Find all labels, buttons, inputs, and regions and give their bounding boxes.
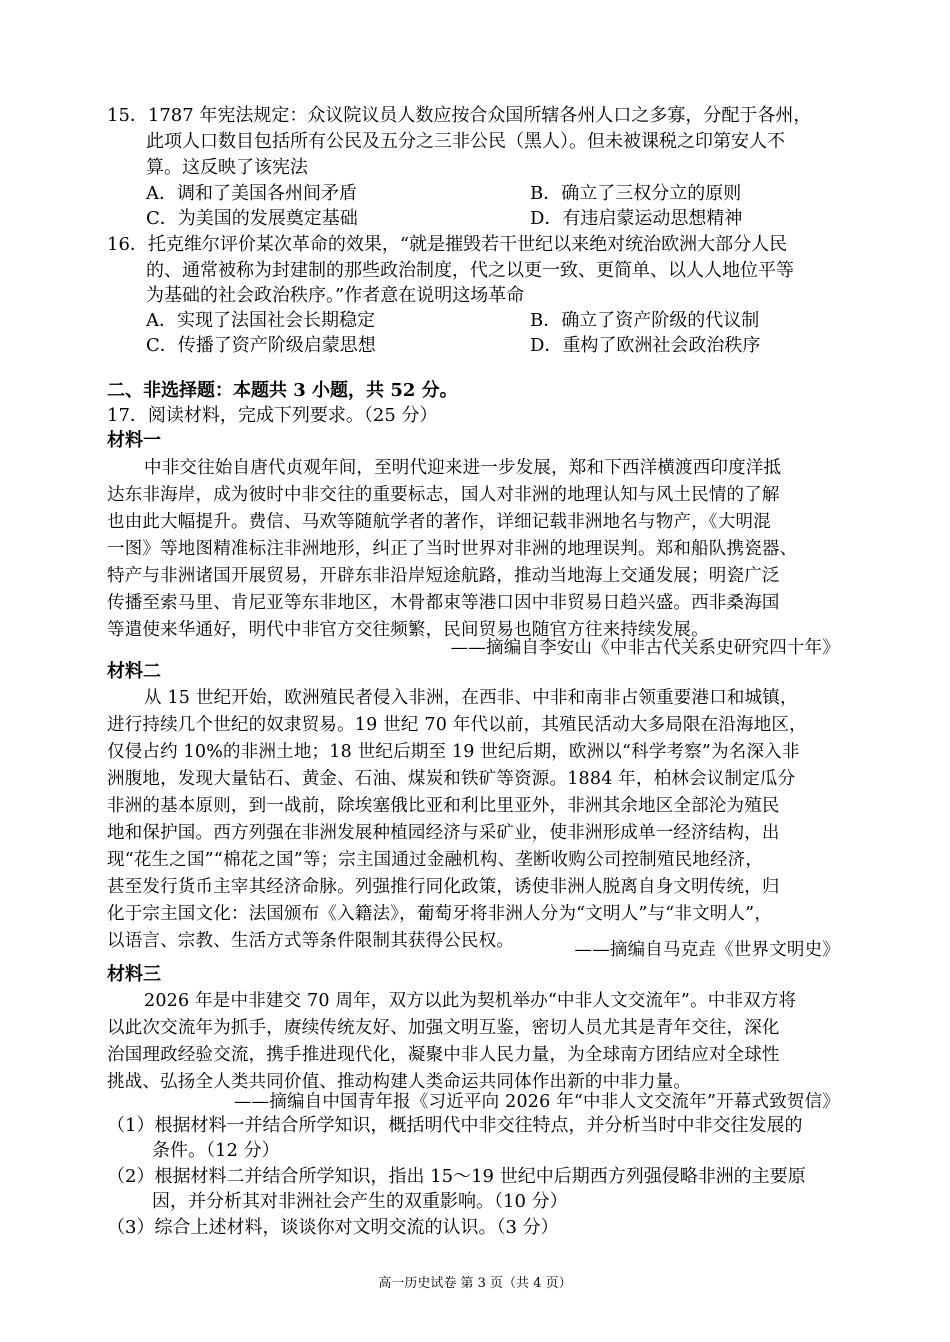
q16-option-d: D．重构了欧洲社会政治秩序 — [530, 335, 761, 356]
material-1-line: 也由此大幅提升。费信、马欢等随航学者的著作，详细记载非洲地名与物产，《大明混 — [107, 512, 771, 532]
material-2-line: 洲腹地，发现大量钻石、黄金、石油、煤炭和铁矿等资源。1884 年，柏林会议制定瓜分 — [107, 769, 796, 789]
material-3-line: 以此次交流年为抓手，赓续传统友好、加强文明互鉴，密切人员尤其是青年交往，深化 — [107, 1018, 780, 1038]
q16-option-a: A．实现了法国社会长期稳定 — [146, 310, 375, 331]
material-2-title: 材料二 — [107, 661, 161, 682]
material-1-line: 一图》等地图精准标注非洲地形，纠正了当时世界对非洲的地理误判。郑和船队携瓷器、 — [107, 539, 798, 559]
q16-option-b: B．确立了资产阶级的代议制 — [530, 310, 760, 331]
material-2-line: 现“花生之国”“棉花之国”等；宗主国通过金融机构、垄断收购公司控制殖民地经济， — [107, 850, 764, 870]
material-1-source: ——摘编自李安山《中非古代关系史研究四十年》 — [450, 638, 840, 658]
q17-stem: 17．阅读材料，完成下列要求。（25 分） — [107, 405, 438, 426]
material-2-line: 化于宗主国文化：法国颁布《入籍法》，葡萄牙将非洲人分为“文明人”与“非文明人”， — [107, 904, 773, 924]
material-2-line: 进行持续几个世纪的奴隶贸易。19 世纪 70 年代以前，其殖民活动大多局限在沿海地区， — [107, 715, 807, 735]
q15-option-d: D．有违启蒙运动思想精神 — [530, 208, 743, 229]
q16-option-c: C．传播了资产阶级启蒙思想 — [146, 335, 376, 356]
q15-option-b: B．确立了三权分立的原则 — [530, 183, 742, 204]
q17-sub1-line-2: 条件。（12 分） — [152, 1140, 280, 1161]
material-3-line: 治国理政经验交流，携手推进现代化，凝聚中非人民力量，为全球南方团结应对全球性 — [107, 1045, 780, 1065]
q17-sub3: （3）综合上述材料，谈谈你对文明交流的认识。（3 分） — [107, 1217, 559, 1238]
material-2-line: 从 15 世纪开始，欧洲殖民者侵入非洲，在西非、中非和南非占领重要港口和城镇， — [144, 688, 798, 708]
q15-stem-line-3: 算。这反映了该宪法 — [146, 157, 308, 178]
material-3-line: 挑战、弘扬全人类共同价值、推动构建人类命运共同体作出新的中非力量。 — [107, 1072, 692, 1092]
material-1-line: 达东非海岸，成为彼时中非交往的重要标志，国人对非洲的地理认知与风土民情的了解 — [107, 485, 780, 505]
q15-option-a: A．调和了美国各州间矛盾 — [146, 183, 357, 204]
q16-stem-line-2: 的、通常被称为封建制的那些政治制度，代之以更一致、更简单、以人人地位平等 — [146, 260, 794, 281]
q15-stem-line-2: 此项人口数目包括所有公民及五分之三非公民（黑人）。但未被课税之印第安人不 — [146, 131, 785, 152]
material-1-title: 材料一 — [107, 430, 161, 451]
material-1-line: 特产与非洲诸国开展贸易，开辟东非沿岸短途航路，推动当地海上交通发展；明瓷广泛 — [107, 566, 780, 586]
material-2-line: 仅侵占约 10%的非洲土地；18 世纪后期至 19 世纪后期，欧洲以“科学考察”为名深入非 — [107, 742, 800, 762]
section-heading: 二、非选择题：本题共 3 小题，共 52 分。 — [107, 380, 458, 401]
material-2-line: 地和保护国。西方列强在非洲发展种植园经济与采矿业，使非洲形成单一经济结构，出 — [107, 823, 780, 843]
q16-stem-line-3: 为基础的社会政治秩序。”作者意在说明这场革命 — [146, 285, 525, 306]
q17-sub2-line-1: （2）根据材料二并结合所学知识，指出 15～19 世纪中后期西方列强侵略非洲的主要原 — [107, 1166, 806, 1187]
material-1-line: 等遣使来华通好，明代中非官方交往频繁，民间贸易也随官方往来持续发展。 — [107, 620, 709, 640]
material-2-line: 非洲的基本原则，到一战前，除埃塞俄比亚和利比里亚外，非洲其余地区全部沦为殖民 — [107, 796, 780, 816]
material-2-line: 以语言、宗教、生活方式等条件限制其获得公民权。 — [107, 931, 515, 951]
q15-option-c: C．为美国的发展奠定基础 — [146, 208, 358, 229]
material-3-source: ——摘编自中国青年报《习近平向 2026 年“中非人文交流年”开幕式致贺信》 — [233, 1092, 840, 1112]
material-3-line: 2026 年是中非建交 70 周年，双方以此为契机举办“中非人文交流年”。中非双方将 — [144, 991, 797, 1011]
page-footer: 高一历史试卷 第 3 页（共 4 页） — [378, 1276, 572, 1291]
q17-sub1-line-1: （1）根据材料一并结合所学知识，概括明代中非交往特点，并分析当时中非交往发展的 — [107, 1115, 803, 1136]
material-1-line: 中非交往始自唐代贞观年间，至明代迎来进一步发展，郑和下西洋横渡西印度洋抵 — [144, 458, 782, 478]
q17-sub2-line-2: 因，并分析其对非洲社会产生的双重影响。（10 分） — [152, 1191, 568, 1212]
q16-stem-line-1: 16．托克维尔评价某次革命的效果，“就是摧毁若干世纪以来绝对统治欧洲大部分人民 — [107, 234, 788, 255]
material-2-line: 甚至发行货币主宰其经济命脉。列强推行同化政策，诱使非洲人脱离自身文明传统，归 — [107, 877, 780, 897]
material-1-line: 传播至索马里、肯尼亚等东非地区，木骨都束等港口因中非贸易日趋兴盛。西非桑海国 — [107, 593, 780, 613]
q15-stem-line-1: 15．1787 年宪法规定：众议院议员人数应按合众国所辖各州人口之多寡，分配于各州， — [107, 105, 812, 126]
material-3-title: 材料三 — [107, 964, 161, 985]
material-2-source: ——摘编自马克垚《世界文明史》 — [574, 940, 840, 960]
